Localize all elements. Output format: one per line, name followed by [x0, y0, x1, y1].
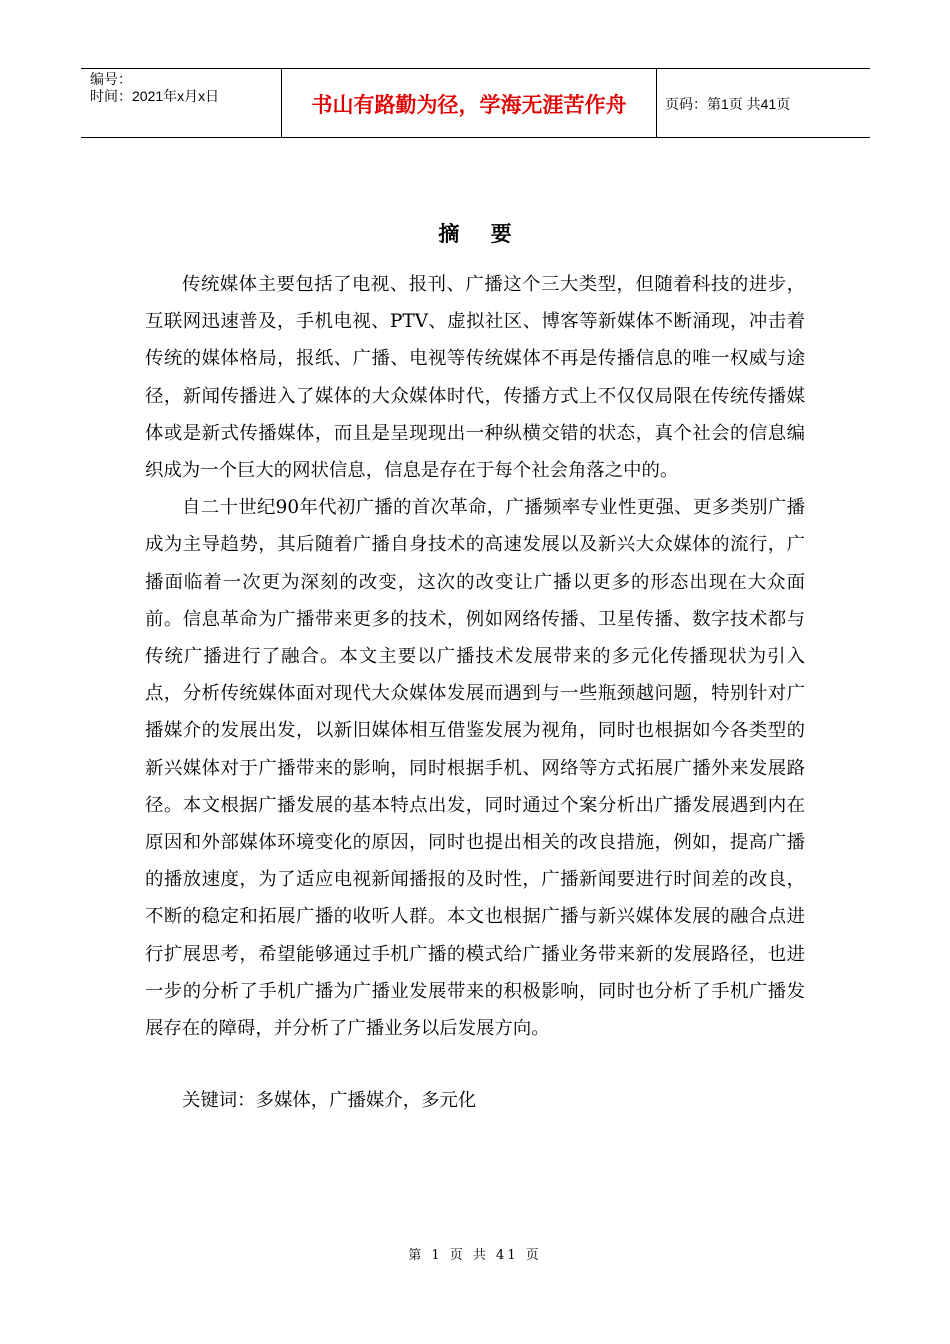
keywords-line: 关键词：多媒体，广播媒介，多元化 — [182, 1090, 477, 1111]
abstract-paragraph: 自二十世纪90年代初广播的首次革命，广播频率专业性更强、更多类别广播成为主导趋势，其后随着广播自身技术的高速发展以及新兴大众媒体的流行，广播面临着一次更为深刻的改变，这次的改变让广播以更多的形态出现在大众面前。信息革命为广播带来更多的技术，例如网络传播、卫星传播、数字技术都与传统广播进行了融合。本文主要以广播技术发展带来的多元化传播现状为引入点，分析传统媒体面对现代大众媒体发展而遇到与一些瓶颈越问题，特别针对广播媒介的发展出发，以新旧媒体相互借鉴发展为视角，同时也根据如今各类型的新兴媒体对于广播带来的影响，同时根据手机、网络等方式拓展广播外来发展路径。本文根据广播发展的基本特点出发，同时通过个案分析出广播发展遇到内在原因和外部媒体环境变化的原因，同时也提出相关的改良措施，例如，提高广播的播放速度，为了适应电视新闻播报的及时性，广播新闻要进行时间差的改良，不断的稳定和拓展广播的收听人群。本文也根据广播与新兴媒体发展的融合点进行扩展思考，希望能够通过手机广播的模式给广播业务带来新的发展路径，也进一步的分析了手机广播为广播业发展带来的积极影响，同时也分析了手机广播发展存在的障碍，并分析了广播业务以后发展方向。 — [145, 497, 805, 1040]
header-page-info: 页码：第1页 共41页 — [665, 96, 791, 112]
page-footer: 第 1 页 共 41 页 — [408, 1248, 542, 1263]
time-label: 时间：2021年x月x日 — [90, 88, 220, 104]
abstract-title: 摘 要 — [438, 221, 524, 246]
header-motto: 书山有路勤为径，学海无涯苦作舟 — [282, 69, 657, 137]
number-label: 编号： — [90, 71, 132, 87]
abstract-paragraph: 传统媒体主要包括了电视、报刊、广播这个三大类型，但随着科技的进步，互联网迅速普及，手机电视、PTV、虚拟社区、博客等新媒体不断涌现，冲击着传统的媒体格局，报纸、广播、电视等传统媒体不再是传播信息的唯一权威与途径，新闻传播进入了媒体的大众媒体时代，传播方式上不仅仅局限在传统传播媒体或是新式传播媒体，而且是呈现现出一种纵横交错的状态，真个社会的信息编织成为一个巨大的网状信息，信息是存在于每个社会角落之中的。 — [145, 274, 805, 482]
header-meta-cell — [81, 69, 282, 137]
abstract-body — [145, 266, 805, 1047]
document-header — [81, 68, 870, 138]
